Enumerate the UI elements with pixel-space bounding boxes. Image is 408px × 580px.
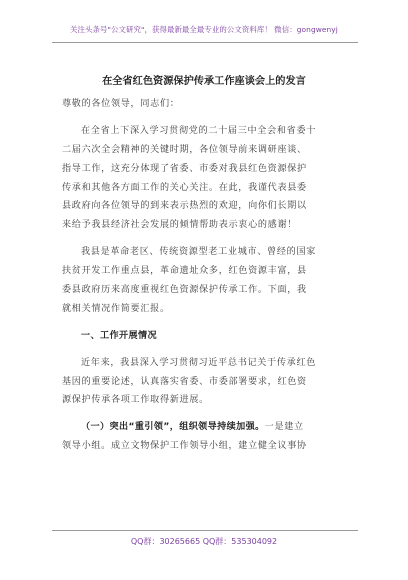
paragraph-1 xyxy=(62,122,349,235)
paragraph-line: 委县政府历来高度重视红色资源保护传承工作。下面，我 xyxy=(62,285,307,296)
paragraph-3 xyxy=(62,354,349,411)
paragraph-line xyxy=(62,418,349,437)
header-divider xyxy=(52,42,358,43)
paragraph-line: 在全省上下深入学习贯彻党的二十届三中全会和省委十 xyxy=(81,125,317,136)
paragraph-line: 二届六次全会精神的关键时期，各位领导前来调研座谈、 xyxy=(62,144,307,155)
paragraph-line: 基因的重要论述，认真落实省委、市委部署要求，红色资 xyxy=(62,376,307,387)
paragraph-line: 扶贫开发工作重点县，革命遗址众多，红色资源丰富，县 xyxy=(62,266,307,277)
salutation: 尊敬的各位领导，同志们： xyxy=(62,99,180,109)
paragraph-line: 就相关情况作简要汇报。 xyxy=(62,303,170,314)
subsection-text: 一是建立 xyxy=(264,422,304,433)
section-heading-1: 一、工作开展情况 xyxy=(81,330,157,341)
paragraph-line: 源保护传承各项工作取得新进展。 xyxy=(62,395,209,406)
paragraph-line: 指导工作，这充分体现了省委、市委对我县红色资源保护 xyxy=(62,163,307,174)
paragraph-2 xyxy=(62,243,349,319)
footer-divider xyxy=(52,530,358,531)
header-promo-text: 关注头条号"公文研究"，获得最新最全最专业的公文资料库！ 微信：gongwenyj xyxy=(70,25,338,34)
paragraph-line: 领导小组。成立文物保护工作领导小组，建立健全议事协 xyxy=(62,441,307,452)
paragraph-line: 我县是革命老区、传统资源型老工业城市、曾经的国家 xyxy=(81,247,317,258)
paragraph-line: 县政府向各位领导的到来表示热烈的欢迎，向你们长期以 xyxy=(62,201,307,212)
paragraph-line: 传承和其他各方面工作的关心关注。在此，我谨代表县委 xyxy=(62,182,307,193)
subsection-heading: （一）突出“重引领”，组织领导持续加强。 xyxy=(81,422,265,433)
document-title: 在全省红色资源保护传承工作座谈会上的发言 xyxy=(102,76,306,87)
footer-contact-text: QQ群：30265665 QQ群：535304092 xyxy=(130,537,278,546)
paragraph-line: 近年来，我县深入学习贯彻习近平总书记关于传承红色 xyxy=(81,357,317,368)
document-body xyxy=(62,95,349,456)
paragraph-line: 来给予我县经济社会发展的倾情帮助表示衷心的感谢！ xyxy=(62,220,298,231)
paragraph-4 xyxy=(62,418,349,456)
